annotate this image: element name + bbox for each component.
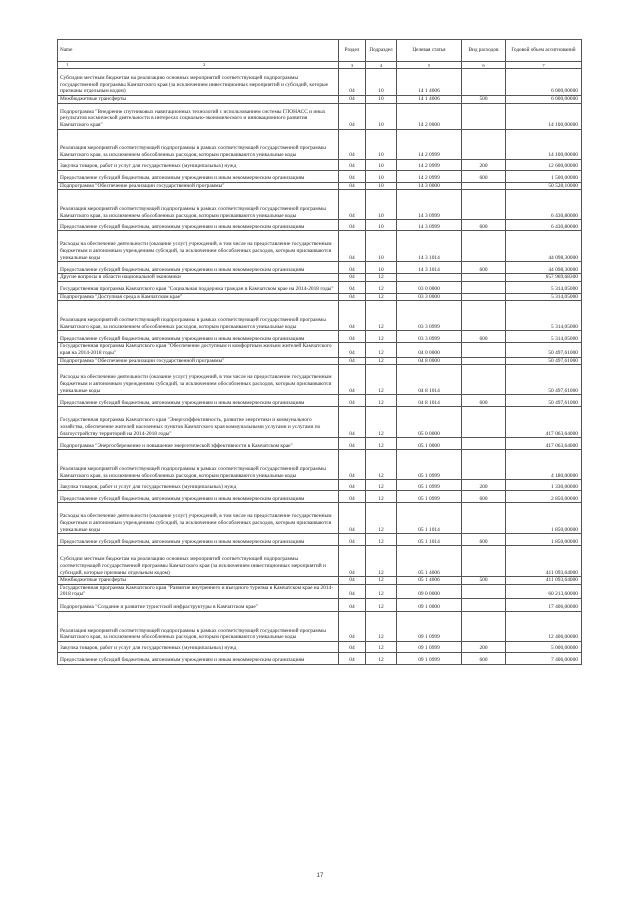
cell-cel: 04 0 0000 (397, 343, 462, 357)
header-row (58, 40, 582, 62)
table-row (58, 577, 582, 585)
cell-sum: 44 098,30000 (506, 262, 582, 274)
cell-cel: 05 1 0999 (397, 450, 462, 480)
cell-sum: 1 330,00000 (506, 480, 582, 491)
cell-cel: 09 1 0999 (397, 641, 462, 652)
cell-name: Реализация мероприятий соответствующей подпрограммы в рамках соответствующей государственной программы Камчатского края, за исключением обособленных расходов, которым присваиваются уникальные коды (58, 450, 339, 480)
cell-podr: 12 (366, 274, 397, 282)
cell-razd: 04 (339, 159, 366, 170)
cell-vid: 500 (462, 577, 506, 585)
cell-vid (462, 438, 506, 450)
cell-razd: 04 (339, 129, 366, 159)
cell-vid: 600 (462, 220, 506, 231)
cell-sum: 411 093,64000 (506, 577, 582, 585)
cell-podr: 12 (366, 407, 397, 438)
table-row (58, 641, 582, 652)
cell-vid (462, 343, 506, 357)
cell-razd: 04 (339, 190, 366, 220)
cell-cel: 09 0 0000 (397, 584, 462, 598)
cell-vid: 200 (462, 159, 506, 170)
cell-razd: 04 (339, 491, 366, 503)
cell-vid (462, 365, 506, 395)
cell-razd: 04 (339, 274, 366, 282)
table-row (58, 407, 582, 438)
table-body (58, 69, 582, 665)
cell-cel: 14 3 0999 (397, 190, 462, 220)
cell-sum: 12 600,00000 (506, 159, 582, 170)
cell-podr: 12 (366, 503, 397, 534)
cell-cel: 09 1 0000 (397, 598, 462, 611)
cell-razd: 04 (339, 301, 366, 331)
cell-name: Предоставление субсидий бюджетным, автономным учреждениям и иным некоммерческим организациям (58, 331, 339, 343)
cell-cel: 03 3 0999 (397, 331, 462, 343)
table-row (58, 450, 582, 480)
cell-name: Подпрограмма "Создание и развитие туристской инфраструктуры в Камчатском крае" (58, 598, 339, 611)
cell-cel: 05 0 0000 (397, 407, 462, 438)
cell-podr: 12 (366, 584, 397, 598)
cell-razd: 04 (339, 480, 366, 491)
cell-cel: 14 3 1014 (397, 231, 462, 262)
cell-vid (462, 407, 506, 438)
cell-name: Государственная программа Камчатского края "Обеспечение доступным и комфортным жильем жителей Камчатского края на 2014-2018 годы" (58, 343, 339, 357)
cell-podr: 12 (366, 331, 397, 343)
cell-name: Закупка товаров, работ и услуг для государственных (муниципальных) нужд (58, 159, 339, 170)
table-row (58, 281, 582, 293)
cell-name: Предоставление субсидий бюджетным, автономным учреждениям и иным некоммерческим организациям (58, 262, 339, 274)
cell-podr: 12 (366, 343, 397, 357)
cell-vid: 600 (462, 395, 506, 407)
cell-name: Предоставление субсидий бюджетным, автономным учреждениям и иным некоммерческим организациям (58, 491, 339, 503)
table-row (58, 170, 582, 182)
table-row (58, 190, 582, 220)
cell-podr: 12 (366, 480, 397, 491)
cell-name: Государственная программа Камчатского края "Социальная поддержка граждан в Камчатском крае на 2014-2018 годы" (58, 281, 339, 293)
table-row (58, 274, 582, 282)
table-row (58, 611, 582, 641)
cell-sum: 50 497,61000 (506, 357, 582, 365)
cell-sum: 50 497,61000 (506, 365, 582, 395)
cell-cel: 14 2 0999 (397, 159, 462, 170)
cell-podr: 10 (366, 182, 397, 190)
cell-name: Расходы на обеспечение деятельности (оказание услуг) учреждений, в том числе на предоставление государственным бюджетным и автономным учреждениям субсидий, за исключением обособленных расходов, которым присваиваются уникальные коды (58, 231, 339, 262)
cell-name: Реализация мероприятий соответствующей подпрограммы в рамках соответствующей государственной программы Камчатского края, за исключением обособленных расходов, которым присваиваются уникальные коды (58, 129, 339, 159)
cell-podr: 10 (366, 170, 397, 182)
cell-name: Другие вопросы в области национальной экономики (58, 274, 339, 282)
cell-razd: 04 (339, 262, 366, 274)
cell-vid (462, 231, 506, 262)
column-index: 3 (339, 62, 366, 69)
cell-podr: 10 (366, 231, 397, 262)
cell-cel: 05 1 4006 (397, 577, 462, 585)
table-row (58, 293, 582, 301)
table-row (58, 231, 582, 262)
cell-cel: 14 3 0999 (397, 220, 462, 231)
table-row (58, 395, 582, 407)
cell-cel: 14 2 0999 (397, 129, 462, 159)
cell-razd: 04 (339, 395, 366, 407)
cell-razd: 04 (339, 293, 366, 301)
cell-cel: 03 3 0000 (397, 293, 462, 301)
cell-vid: 600 (462, 491, 506, 503)
cell-name: Подпрограмма "Внедрение спутниковых навигационных технологий с использованием системы ГЛОНАСС и иных результатов космической деятельности в интересах социально-экономического и инновационного развития Камчатского края" (58, 103, 339, 129)
cell-vid (462, 129, 506, 159)
cell-name: Закупка товаров, работ и услуг для государственных (муниципальных) нужд (58, 641, 339, 652)
cell-sum: 14 100,00000 (506, 129, 582, 159)
cell-razd: 04 (339, 103, 366, 129)
table-row (58, 159, 582, 170)
column-index: 6 (462, 62, 506, 69)
column-index-row (58, 62, 582, 69)
table-row (58, 365, 582, 395)
cell-razd: 04 (339, 438, 366, 450)
cell-cel: 14 2 0999 (397, 170, 462, 182)
cell-sum: 12 406,00000 (506, 611, 582, 641)
cell-podr: 12 (366, 301, 397, 331)
cell-podr: 12 (366, 641, 397, 652)
cell-vid: 600 (462, 652, 506, 664)
cell-razd: 04 (339, 69, 366, 96)
cell-podr: 12 (366, 534, 397, 546)
cell-vid (462, 584, 506, 598)
cell-sum: 4 180,00000 (506, 450, 582, 480)
cell-razd: 04 (339, 641, 366, 652)
cell-name: Подпрограмма "Доступная среда в Камчатском крае" (58, 293, 339, 301)
cell-podr: 12 (366, 357, 397, 365)
cell-vid: 500 (462, 96, 506, 104)
cell-podr: 12 (366, 598, 397, 611)
cell-name: Субсидии местным бюджетам на реализацию основных мероприятий соответствующей подпрограммы соответствующей государственной программы Камчатского края (за исключением инвестиционных мероприятий и субсидий, которые признаны отдельным кодом) (58, 546, 339, 577)
cell-cel: 05 1 1014 (397, 503, 462, 534)
table-row (58, 129, 582, 159)
table-row (58, 546, 582, 577)
cell-cel: 05 1 1014 (397, 534, 462, 546)
table-row (58, 584, 582, 598)
cell-podr: 12 (366, 652, 397, 664)
cell-podr: 10 (366, 69, 397, 96)
cell-name: Предоставление субсидий бюджетным, автономным учреждениям и иным некоммерческим организациям (58, 170, 339, 182)
cell-cel: 14 1 4006 (397, 96, 462, 104)
table-row (58, 220, 582, 231)
cell-vid (462, 69, 506, 96)
cell-podr: 12 (366, 450, 397, 480)
cell-razd: 04 (339, 365, 366, 395)
cell-razd: 04 (339, 611, 366, 641)
cell-sum: 417 063,64000 (506, 407, 582, 438)
cell-sum: 411 093,64000 (506, 546, 582, 577)
table-row (58, 69, 582, 96)
cell-podr: 12 (366, 438, 397, 450)
cell-sum: 417 063,64000 (506, 438, 582, 450)
cell-vid: 600 (462, 331, 506, 343)
cell-cel: 04 8 1014 (397, 395, 462, 407)
cell-sum: 60 213,60000 (506, 584, 582, 598)
column-index: 4 (366, 62, 397, 69)
table-row (58, 262, 582, 274)
page-number: 17 (316, 873, 324, 879)
table-row (58, 652, 582, 664)
cell-name: Государственная программа Камчатского края "Развитие внутреннего и въездного туризма в Камчатском крае на 2014-2018 годы" (58, 584, 339, 598)
table-row (58, 357, 582, 365)
cell-name: Реализация мероприятий соответствующей подпрограммы в рамках соответствующей государственной программы Камчатского края, за исключением обособленных расходов, которым присваиваются уникальные коды (58, 611, 339, 641)
cell-vid (462, 546, 506, 577)
cell-vid (462, 293, 506, 301)
cell-podr: 12 (366, 611, 397, 641)
header-name: Name (58, 40, 339, 62)
header-target-article: Целевая статья (397, 40, 462, 62)
cell-vid (462, 611, 506, 641)
column-index: 2 (203, 62, 206, 67)
cell-razd: 04 (339, 503, 366, 534)
cell-podr: 12 (366, 395, 397, 407)
cell-podr: 10 (366, 190, 397, 220)
cell-razd: 04 (339, 331, 366, 343)
cell-sum: 5 314,05000 (506, 331, 582, 343)
cell-name: Расходы на обеспечение деятельности (оказание услуг) учреждений, в том числе на предоставление государственным бюджетным и автономным учреждениям субсидий, за исключением обособленных расходов, которым присваиваются уникальные коды (58, 365, 339, 395)
cell-podr: 10 (366, 220, 397, 231)
cell-cel: 09 1 0999 (397, 611, 462, 641)
table-row (58, 343, 582, 357)
cell-name: Субсидии местным бюджетам на реализацию основных мероприятий соответствующей подпрограммы государственной программы Камчатского края (за исключением инвестиционных мероприятий и субсидий, которые признаны отдельным кодом) (58, 69, 339, 96)
cell-sum: 2 850,00000 (506, 491, 582, 503)
cell-podr: 10 (366, 103, 397, 129)
cell-sum: 5 314,05000 (506, 301, 582, 331)
cell-name: Межбюджетные трансферты (58, 577, 339, 585)
cell-name: Реализация мероприятий соответствующей подпрограммы в рамках соответствующей государственной программы Камчатского края, за исключением обособленных расходов, которым присваиваются уникальные коды (58, 301, 339, 331)
table-row (58, 534, 582, 546)
cell-podr: 12 (366, 577, 397, 585)
cell-cel: 05 1 4006 (397, 546, 462, 577)
cell-vid (462, 357, 506, 365)
cell-podr: 10 (366, 159, 397, 170)
cell-cel: 05 1 0999 (397, 491, 462, 503)
cell-podr: 10 (366, 129, 397, 159)
cell-cel: 04 8 1014 (397, 365, 462, 395)
table-row (58, 103, 582, 129)
cell-vid (462, 190, 506, 220)
cell-name: Предоставление субсидий бюджетным, автономным учреждениям и иным некоммерческим организациям (58, 395, 339, 407)
cell-sum: 6 000,00000 (506, 69, 582, 96)
cell-name: Предоставление субсидий бюджетным, автономным учреждениям и иным некоммерческим организациям (58, 220, 339, 231)
cell-name: Реализация мероприятий соответствующей подпрограммы в рамках соответствующей государственной программы Камчатского края, за исключением обособленных расходов, которым присваиваются уникальные коды (58, 190, 339, 220)
cell-razd: 04 (339, 343, 366, 357)
cell-sum: 5 314,05000 (506, 281, 582, 293)
cell-razd: 04 (339, 652, 366, 664)
cell-razd: 04 (339, 450, 366, 480)
cell-vid (462, 274, 506, 282)
cell-name: Подпрограмма "Энергосбережение и повышение энергетической эффективности в Камчатском крае" (58, 438, 339, 450)
budget-table (57, 39, 582, 665)
cell-sum: 1 500,00000 (506, 170, 582, 182)
table-row (58, 331, 582, 343)
table-row (58, 96, 582, 104)
cell-sum: 7 406,00000 (506, 652, 582, 664)
cell-vid: 600 (462, 262, 506, 274)
cell-sum: 6 430,80000 (506, 190, 582, 220)
cell-name: Закупка товаров, работ и услуг для государственных (муниципальных) нужд (58, 480, 339, 491)
column-index (58, 62, 339, 69)
cell-sum: 6 000,00000 (506, 96, 582, 104)
cell-cel: 14 3 1014 (397, 262, 462, 274)
budget-sheet (57, 39, 581, 665)
cell-vid (462, 598, 506, 611)
cell-podr: 12 (366, 281, 397, 293)
cell-vid (462, 103, 506, 129)
cell-sum: 50 497,61000 (506, 343, 582, 357)
cell-razd: 04 (339, 357, 366, 365)
cell-cel: 14 3 0000 (397, 182, 462, 190)
table-row (58, 491, 582, 503)
cell-name: Подпрограмма "Обеспечение реализации государственной программы" (58, 182, 339, 190)
cell-cel: 14 1 4006 (397, 69, 462, 96)
cell-podr: 12 (366, 546, 397, 577)
cell-sum: 6 430,80000 (506, 220, 582, 231)
cell-vid (462, 450, 506, 480)
cell-razd: 04 (339, 182, 366, 190)
column-index: 5 (397, 62, 462, 69)
cell-vid: 600 (462, 534, 506, 546)
cell-sum: 50 497,61000 (506, 395, 582, 407)
cell-razd: 04 (339, 220, 366, 231)
cell-name: Расходы на обеспечение деятельности (оказание услуг) учреждений, в том числе на предоставление государственным бюджетным и автономным учреждениям субсидий, за исключением обособленных расходов, которым присваиваются уникальные коды (58, 503, 339, 534)
cell-sum: 17 406,00000 (506, 598, 582, 611)
cell-cel: 09 1 0999 (397, 652, 462, 664)
cell-razd: 04 (339, 281, 366, 293)
cell-razd: 04 (339, 546, 366, 577)
cell-razd: 04 (339, 96, 366, 104)
cell-name: Предоставление субсидий бюджетным, автономным учреждениям и иным некоммерческим организациям (58, 534, 339, 546)
cell-podr: 12 (366, 491, 397, 503)
cell-razd: 04 (339, 170, 366, 182)
cell-razd: 04 (339, 577, 366, 585)
table-row (58, 438, 582, 450)
table-row (58, 503, 582, 534)
cell-sum: 14 100,00000 (506, 103, 582, 129)
header-annual-amount: Годовой объем ассигнований (506, 40, 582, 62)
cell-sum: 1 850,00000 (506, 534, 582, 546)
cell-sum: 50 528,10000 (506, 182, 582, 190)
cell-podr: 10 (366, 262, 397, 274)
cell-vid (462, 281, 506, 293)
cell-razd: 04 (339, 534, 366, 546)
cell-razd: 04 (339, 407, 366, 438)
cell-cel: 05 1 0000 (397, 438, 462, 450)
cell-vid (462, 503, 506, 534)
cell-name: Государственная программа Камчатского края "Энергоэффективность, развитие энергетики и коммунального хозяйства, обеспечение жителей населенных пунктов Камчатского края коммунальными услугами и услугами по благоустройству территорий на 2014-2018 годы" (58, 407, 339, 438)
cell-name: Подпрограмма "Обеспечение реализации государственной программы" (58, 357, 339, 365)
table-row (58, 301, 582, 331)
cell-podr: 10 (366, 96, 397, 104)
cell-razd: 04 (339, 598, 366, 611)
cell-sum: 5 314,05000 (506, 293, 582, 301)
cell-cel: 14 2 0000 (397, 103, 462, 129)
cell-vid: 600 (462, 170, 506, 182)
cell-sum: 1 850,00000 (506, 503, 582, 534)
column-index: 7 (506, 62, 582, 69)
cell-cel: 03 0 0000 (397, 281, 462, 293)
table-row (58, 182, 582, 190)
cell-vid: 200 (462, 641, 506, 652)
column-index: 1 (66, 62, 69, 67)
header-podrazdel: Подраздел (366, 40, 397, 62)
cell-cel: 05 1 0999 (397, 480, 462, 491)
cell-cel: 03 3 0999 (397, 301, 462, 331)
cell-podr: 12 (366, 365, 397, 395)
cell-vid (462, 301, 506, 331)
cell-sum: 44 098,30000 (506, 231, 582, 262)
cell-razd: 04 (339, 584, 366, 598)
cell-vid (462, 182, 506, 190)
table-row (58, 480, 582, 491)
cell-name: Предоставление субсидий бюджетным, автономным учреждениям и иным некоммерческим организациям (58, 652, 339, 664)
cell-cel (397, 274, 462, 282)
cell-podr: 12 (366, 293, 397, 301)
cell-sum: 657 969,68300 (506, 274, 582, 282)
header-razdel: Раздел (339, 40, 366, 62)
table-row (58, 598, 582, 611)
cell-vid: 200 (462, 480, 506, 491)
cell-cel: 04 8 0000 (397, 357, 462, 365)
header-expense-type: Вид расходов (462, 40, 506, 62)
cell-sum: 5 000,00000 (506, 641, 582, 652)
cell-name: Межбюджетные трансферты (58, 96, 339, 104)
cell-razd: 04 (339, 231, 366, 262)
